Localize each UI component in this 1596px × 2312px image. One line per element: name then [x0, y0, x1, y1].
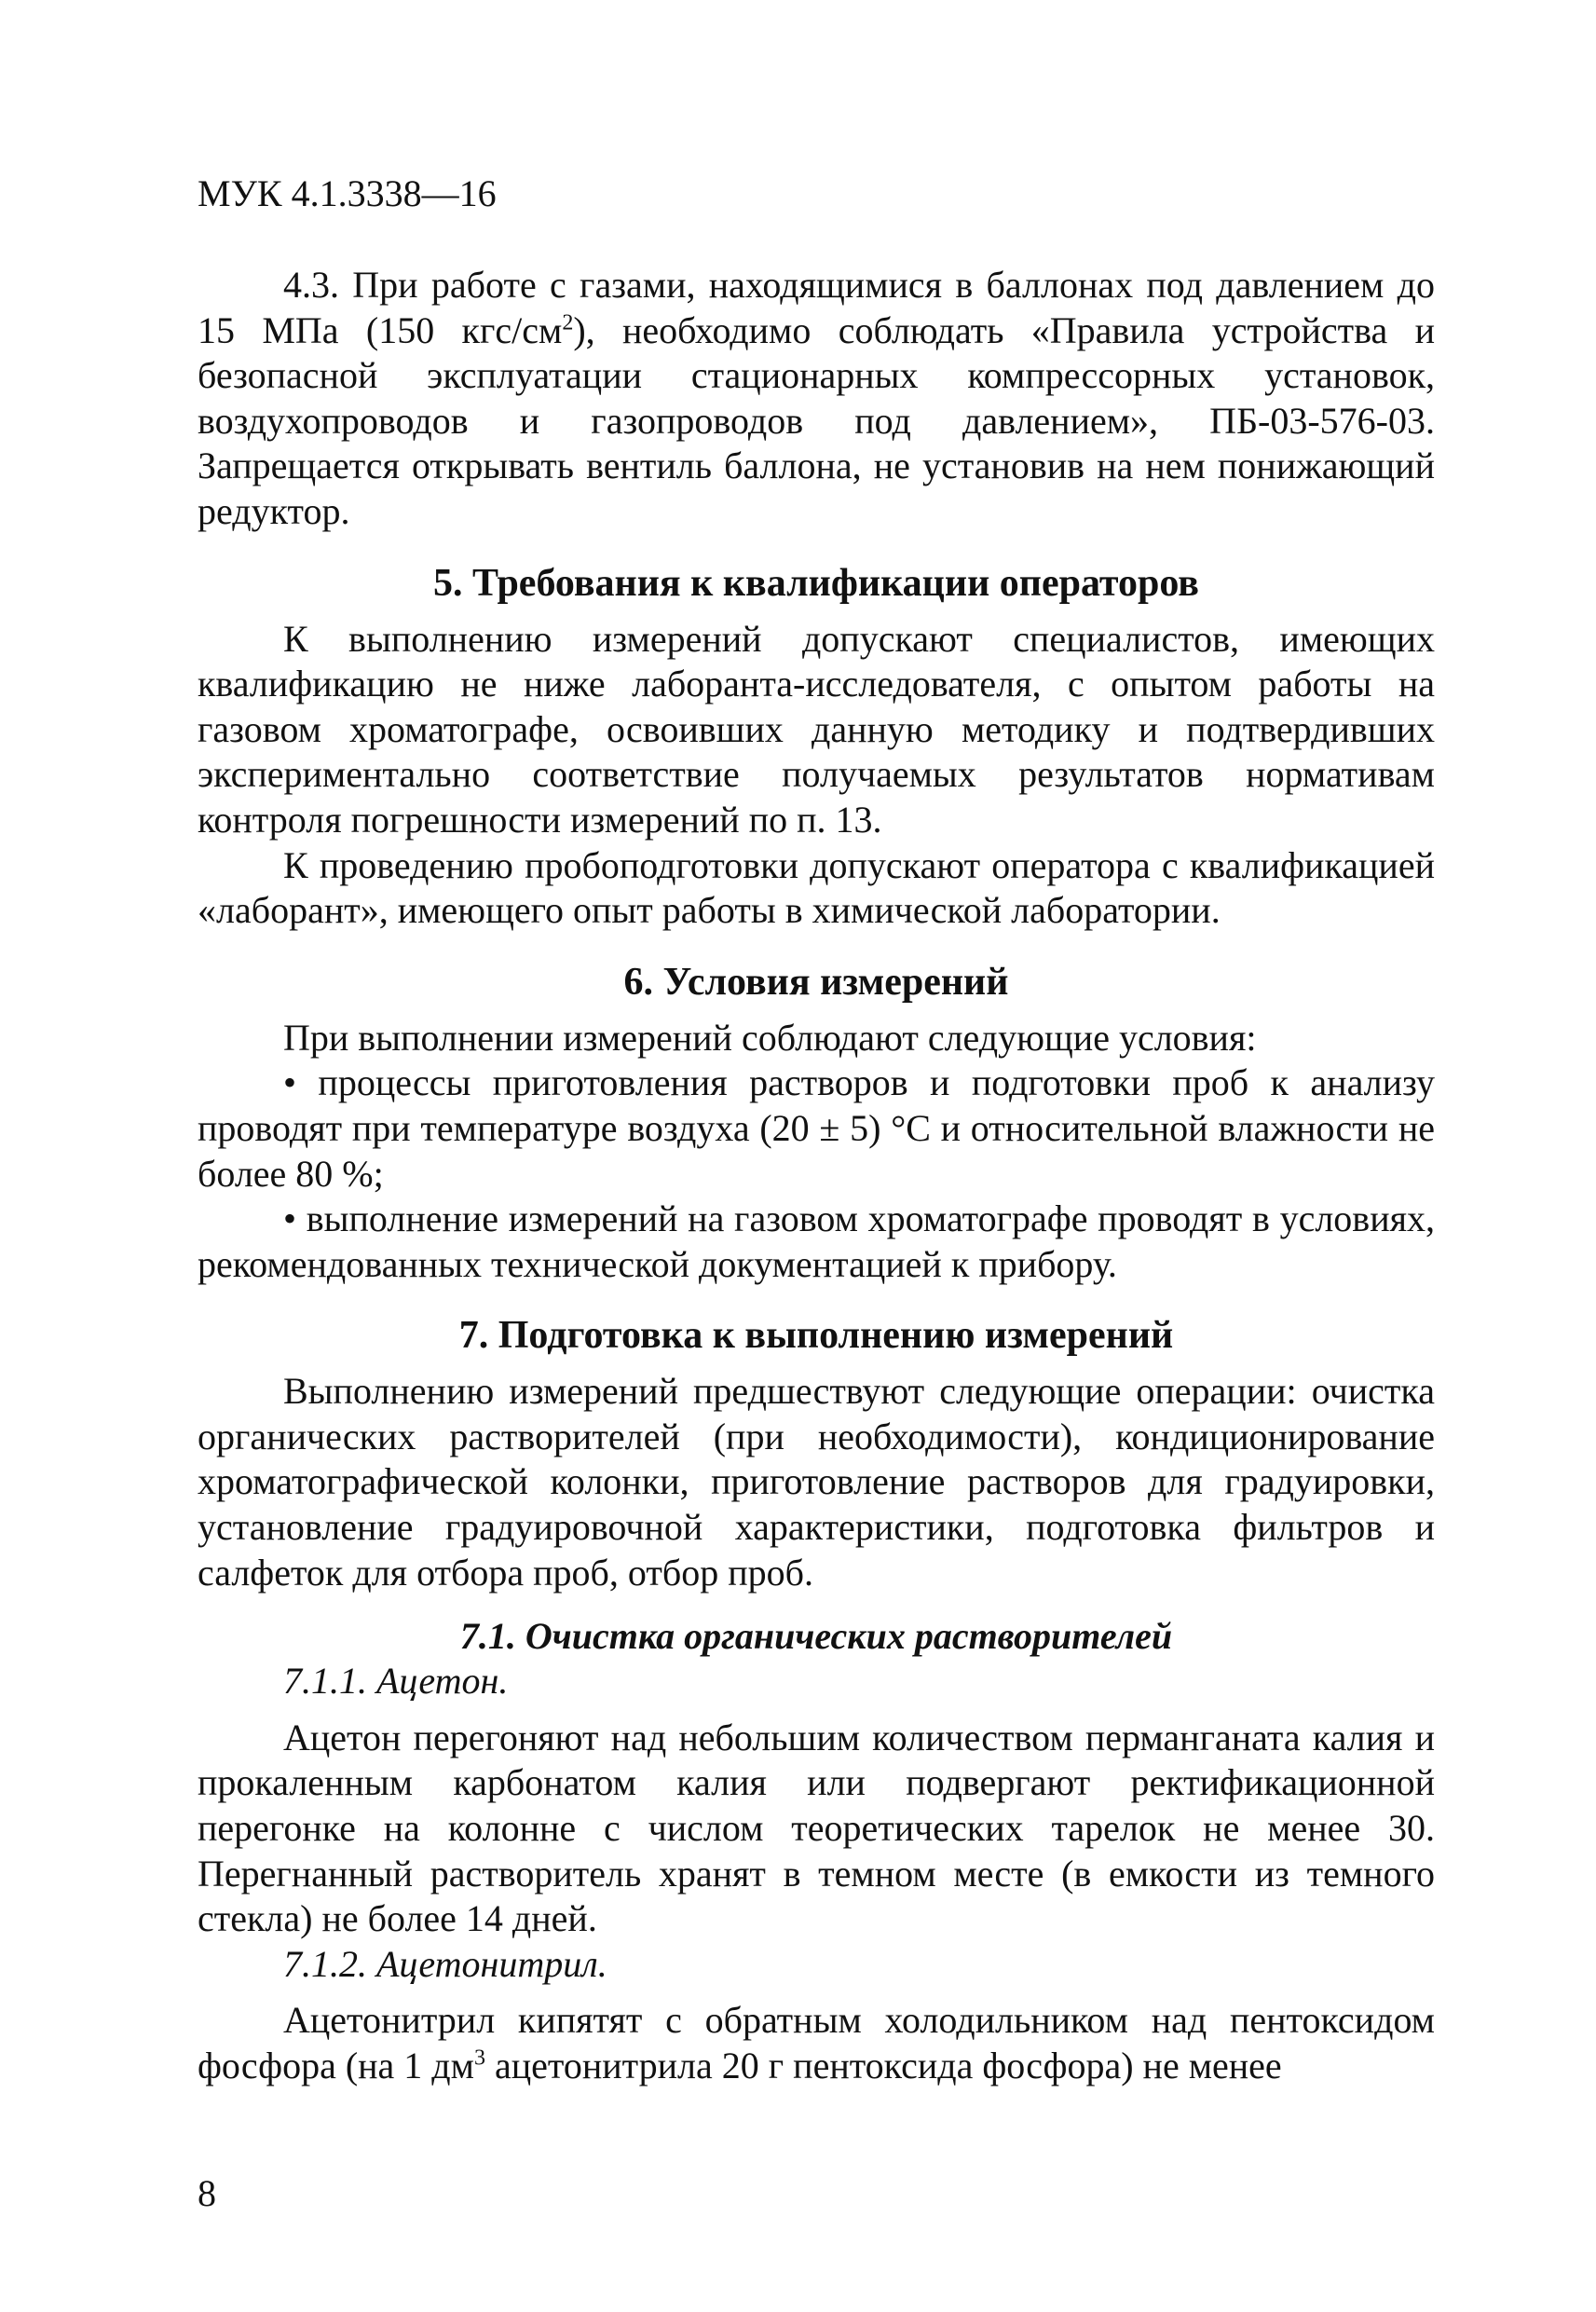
item-7-1-2-text-part-a: Ацетонитрил кипятят с обратным холодильником над пентоксидом фосфора (на 1 дм: [198, 1999, 1435, 2086]
section-7-heading: 7. Подготовка к выполнению измерений: [458, 1314, 1174, 1358]
paragraph-4-3-part-b: ), необходимо соблюдать «Правила устройства и безопасной эксплуатации стационарных компрессорных установок, воздухопроводов и газопроводов под давлением», ПБ-03-576-03. Запрещается открывать вентиль баллона, не установив на нем понижающий редуктор.: [198, 308, 1435, 532]
superscript-3: 3: [473, 2045, 485, 2071]
item-7-1-2-text: [198, 1998, 1435, 2088]
section-5-paragraph-1: К выполнению измерений допускают специалистов, имеющих квалификацию не ниже лаборанта-исследователя, с опытом работы на газовом хроматографе, освоивших данную методику и подтвердивших экспериментально соответствие получаемых результатов нормативам контроля погрешности измерений по п. 13.: [198, 617, 1435, 841]
section-5-paragraph-2: К проведению пробоподготовки допускают оператора с квалификацией «лаборант», имеющего опыт работы в химической лаборатории.: [198, 843, 1435, 932]
section-5-heading: 5. Требования к квалификации операторов: [433, 561, 1199, 605]
document-code-header: МУК 4.1.3338—16: [198, 172, 497, 214]
subsection-7-1-heading: 7.1. Очистка органических растворителей: [459, 1615, 1173, 1658]
section-6-bullet-1: • процессы приготовления растворов и подготовки проб к анализу проводят при температуре воздуха (20 ± 5) °С и относительной влажности не более 80 %;: [198, 1061, 1435, 1195]
section-6-heading: 6. Условия измерений: [623, 960, 1009, 1004]
section-7-paragraph-1: Выполнению измерений предшествуют следующие операции: очистка органических растворителей (при необходимости), кондиционирование хроматографической колонки, приготовление растворов для градуировки, установление градуировочной характеристики, подготовка фильтров и салфеток для отбора проб, отбор проб.: [198, 1370, 1435, 1594]
page-body: [198, 263, 1435, 2089]
superscript-2: 2: [562, 310, 574, 335]
section-6-bullet-2: • выполнение измерений на газовом хроматографе проводят в условиях, рекомендованных технической документацией к прибору.: [198, 1197, 1435, 1285]
item-7-1-2-title: 7.1.2. Ацетонитрил.: [283, 1942, 607, 1985]
item-7-1-1-title: 7.1.1. Ацетон.: [283, 1660, 509, 1703]
section-6-intro: При выполнении измерений соблюдают следующие условия:: [283, 1016, 1257, 1059]
page-number: 8: [198, 2172, 216, 2214]
paragraph-4-3-part-a: 4.3. При работе с газами, находящимися в баллонах под давлением до 15 МПа (150 кгс/см: [198, 264, 1435, 351]
item-7-1-2-text-part-b: ацетонитрила 20 г пентоксида фосфора) не менее: [484, 2045, 1282, 2086]
paragraph-4-3: [198, 263, 1435, 535]
item-7-1-1-text: Ацетон перегоняют над небольшим количеством перманганата калия и прокаленным карбонатом калия или подвергают ректификационной перегонке на колонне с числом теоретических тарелок не менее 30. Перегнанный растворитель хранят в темном месте (в емкости из темного стекла) не более 14 дней.: [198, 1716, 1435, 1940]
